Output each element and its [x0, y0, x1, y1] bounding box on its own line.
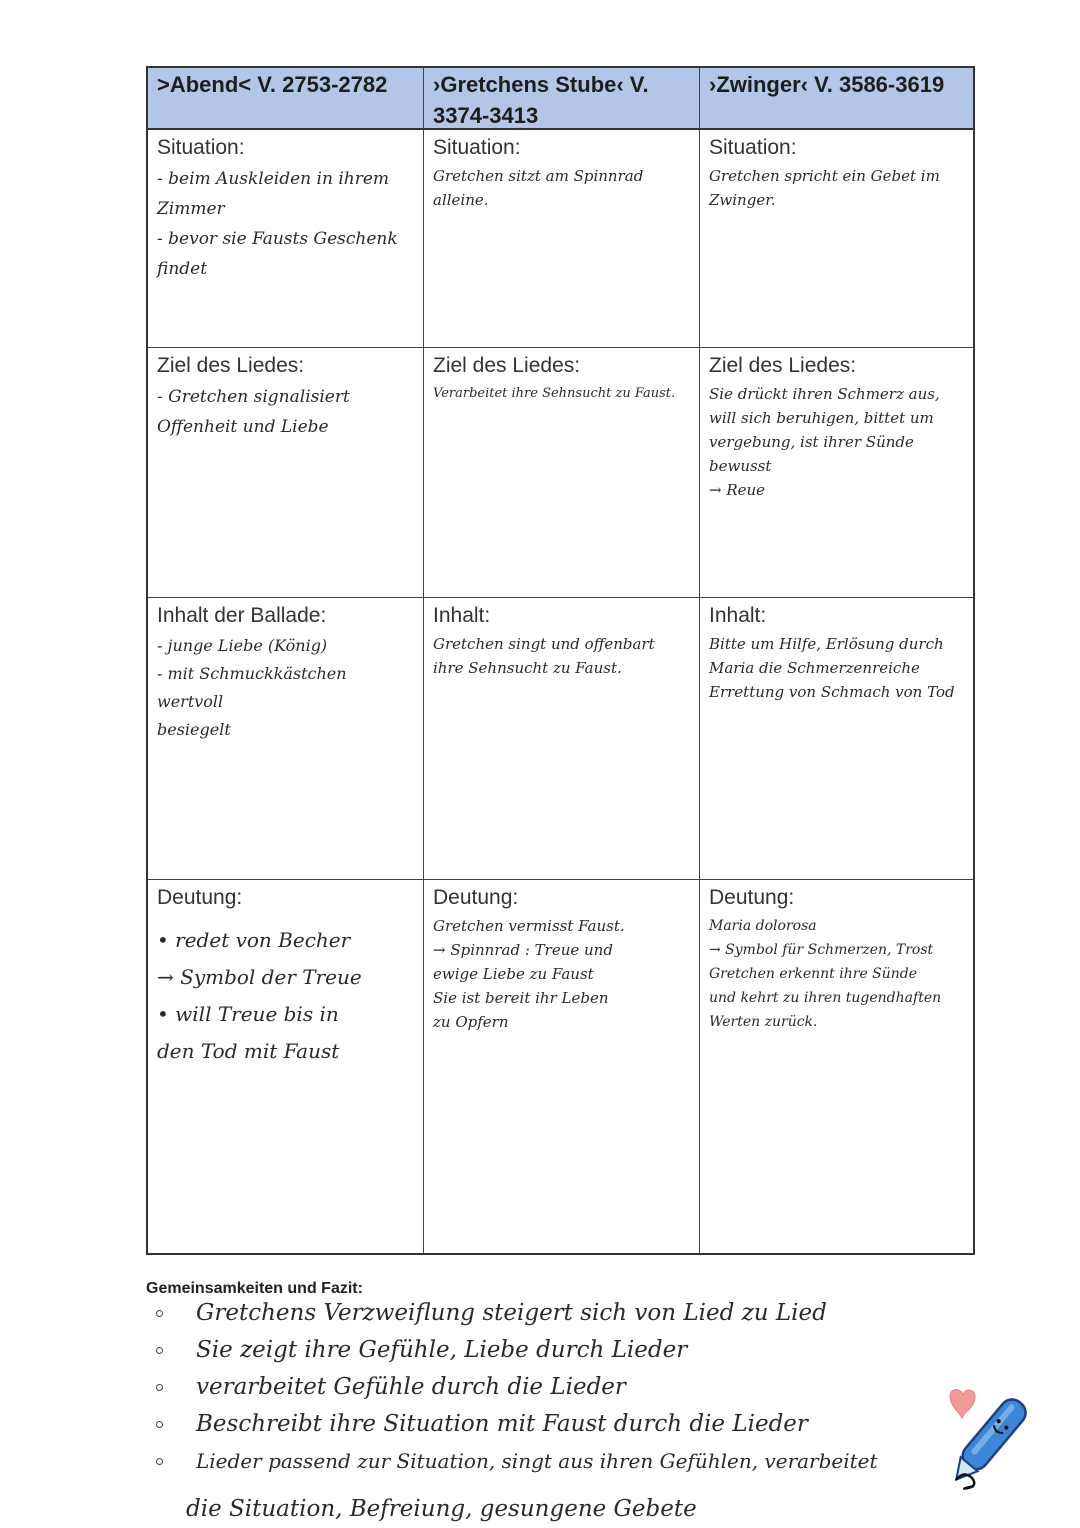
bullet-icon	[156, 1347, 163, 1354]
cell-ziel-zwinger	[700, 348, 973, 598]
list-item	[150, 1370, 930, 1407]
row-label: Inhalt:	[433, 604, 491, 627]
cell-deutung-stube	[424, 880, 700, 1253]
row-label: Inhalt:	[709, 604, 767, 627]
row-label: Ziel des Liedes:	[157, 354, 305, 377]
cell-deutung-abend	[148, 880, 424, 1253]
cell-situation-zwinger	[700, 130, 973, 348]
row-label: Ziel des Liedes:	[709, 354, 857, 377]
handwritten-note: - Gretchen signalisiert Offenheit und Liebe	[157, 387, 350, 437]
row-label: Deutung:	[709, 886, 795, 909]
fazit-title: Gemeinsamkeiten und Fazit:	[146, 1280, 363, 1297]
bullet-icon	[156, 1384, 163, 1391]
handwritten-note: - beim Auskleiden in ihrem Zimmer - bevor sie Fausts Geschenk findet	[157, 169, 398, 279]
row-label: Deutung:	[157, 886, 243, 909]
handwritten-note: Maria dolorosa → Symbol für Schmerzen, Trost Gretchen erkennt ihre Sünde und kehrt zu ihren tugendhaften Werten zurück.	[709, 918, 942, 1030]
list-item	[150, 1296, 930, 1333]
row-label: Situation:	[709, 136, 797, 159]
handwritten-note: Sie drückt ihren Schmerz aus, will sich beruhigen, bittet um vergebung, ist ihrer Sünde bewusst → Reue	[709, 385, 940, 499]
cell-inhalt-zwinger	[700, 598, 973, 880]
cell-inhalt-stube	[424, 598, 700, 880]
list-item	[150, 1407, 930, 1444]
fazit-text: Lieder passend zur Situation, singt aus ihren Gefühlen, verarbeitet	[196, 1449, 878, 1473]
handwritten-note: Bitte um Hilfe, Erlösung durch Maria die Schmerzenreiche Errettung von Schmach von Tod	[709, 635, 955, 701]
handwritten-note: Gretchen sitzt am Spinnrad alleine.	[433, 167, 644, 209]
header-zwinger: ›Zwinger‹ V. 3586-3619	[700, 68, 973, 130]
handwritten-note: Gretchen vermisst Faust. → Spinnrad : Treue und ewige Liebe zu Faust Sie ist bereit ihr Leben zu Opfern	[433, 917, 625, 1031]
row-label: Deutung:	[433, 886, 519, 909]
cell-deutung-zwinger	[700, 880, 973, 1253]
handwritten-note: • redet von Becher → Symbol der Treue • will Treue bis in den Tod mit Faust	[157, 928, 362, 1063]
handwritten-note: Gretchen spricht ein Gebet im Zwinger.	[709, 167, 940, 209]
handwritten-note: Gretchen singt und offenbart ihre Sehnsucht zu Faust.	[433, 635, 655, 677]
handwritten-note: - junge Liebe (König) - mit Schmuckkästchen wertvoll besiegelt	[157, 636, 347, 739]
fazit-text: Gretchens Verzweiflung steigert sich von Lied zu Lied	[196, 1300, 827, 1326]
fazit-list	[150, 1296, 930, 1481]
row-label: Ziel des Liedes:	[433, 354, 581, 377]
row-label: Situation:	[433, 136, 521, 159]
comparison-table	[146, 66, 975, 1255]
cell-situation-stube	[424, 130, 700, 348]
handwritten-note: Verarbeitet ihre Sehnsucht zu Faust.	[433, 386, 676, 401]
pen-with-heart-sticker-icon	[928, 1382, 1028, 1494]
fazit-text: Sie zeigt ihre Gefühle, Liebe durch Lieder	[196, 1337, 688, 1363]
fazit-continuation: die Situation, Befreiung, gesungene Gebete	[186, 1496, 697, 1522]
bullet-icon	[156, 1310, 163, 1317]
header-abend: >Abend< V. 2753-2782	[148, 68, 424, 130]
cell-situation-abend	[148, 130, 424, 348]
fazit-text: verarbeitet Gefühle durch die Lieder	[196, 1374, 626, 1400]
row-label: Inhalt der Ballade:	[157, 604, 327, 627]
fazit-text: Beschreibt ihre Situation mit Faust durch die Lieder	[196, 1411, 808, 1437]
row-label: Situation:	[157, 136, 245, 159]
bullet-icon	[156, 1458, 163, 1465]
list-item	[150, 1444, 930, 1481]
cell-ziel-abend	[148, 348, 424, 598]
list-item	[150, 1333, 930, 1370]
cell-inhalt-abend	[148, 598, 424, 880]
cell-ziel-stube	[424, 348, 700, 598]
bullet-icon	[156, 1421, 163, 1428]
header-gretchens-stube: ›Gretchens Stube‹ V. 3374-3413	[424, 68, 700, 130]
